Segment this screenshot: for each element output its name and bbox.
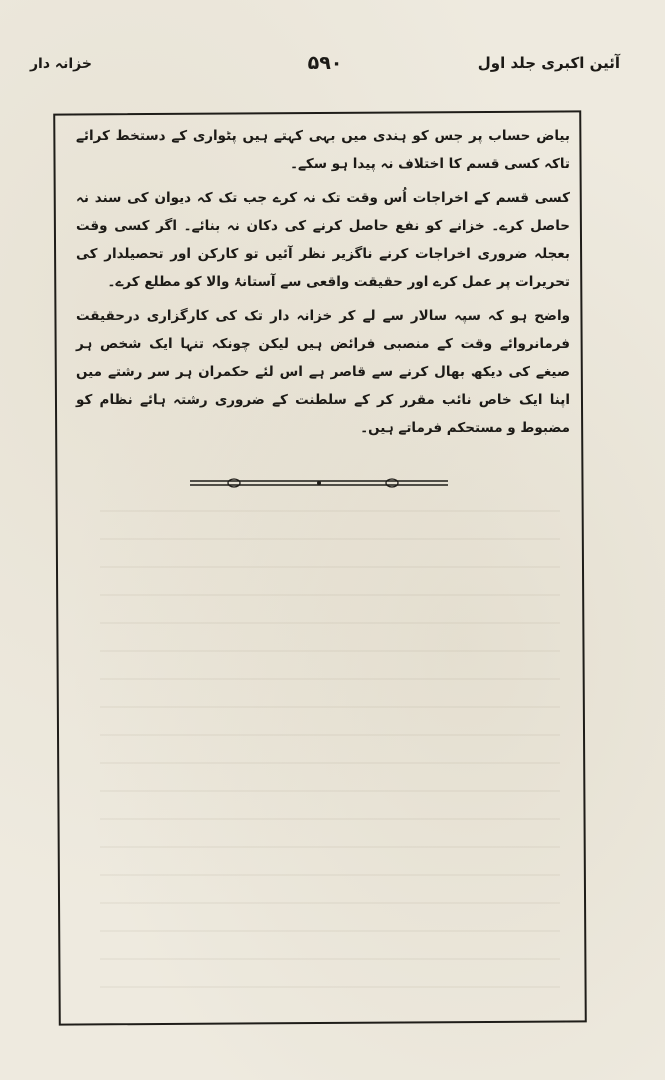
body-text [76, 122, 570, 442]
paragraph: بیاض حساب پر جس کو ہندی میں بہی کہتے ہیں پٹواری کے دستخط کرائے تاکہ کسی قسم کا اختلاف نہ پیدا ہو سکے۔ [76, 128, 570, 172]
section-end-ornament [188, 474, 450, 492]
page-number: ۵۹۰ [307, 52, 343, 74]
paragraph: واضح ہو کہ سپہ سالار سے لے کر خزانہ دار تک کی کارگزاری درحقیقت فرمانروائے وقت کے منصبی فرائض ہیں لیکن چونکہ تنہا ایک شخص ہر صیغے کی دیکھ بھال کرنے سے قاصر ہے اس لئے حکمران ہر سر رشتے میں اپنا ایک خاص نائب مقرر کر کے سلطنت کے ضروری رشتہ ہائے نظام کو مضبوط و مستحکم فرماتے ہیں۔ [76, 308, 570, 436]
paragraph: کسی قسم کے اخراجات اُس وقت تک نہ کرے جب تک کہ دیوان کی سند نہ حاصل کرے۔ خزانے کو نفع حاصل کرنے کی دکان نہ بنائے۔ اگر کسی وقت بعجلہ ضروری اخراجات کرنے ناگزیر نظر آئیں تو کارکن اور تحصیلدار کی تحریرات پر عمل کرے اور حقیقت واقعی سے آستانۂ والا کو مطلع کرے۔ [76, 190, 570, 290]
page-header [30, 50, 620, 86]
running-book-title: آئین اکبری جلد اول [477, 54, 620, 72]
show-through-texture [100, 510, 560, 990]
running-chapter-title: خزانہ دار [30, 56, 92, 72]
